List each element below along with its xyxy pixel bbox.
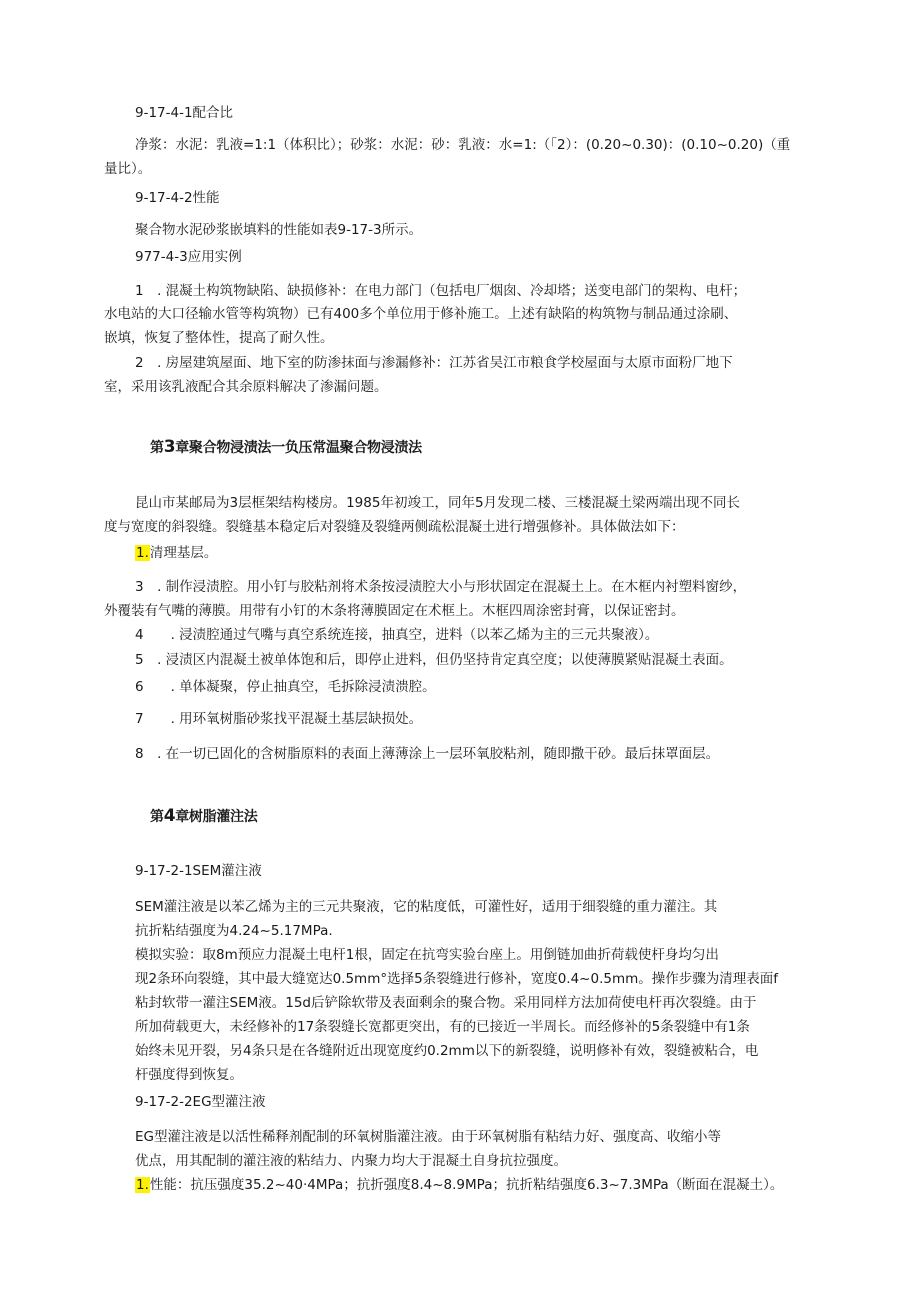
paragraph-mix-ratio-line1 — [135, 136, 807, 154]
chapter3-step3-line2: 外覆装有气嘴的薄膜。用带有小钉的木条将薄膜固定在术框上。木框四周涂密封膏，以保证密封。 — [104, 603, 685, 619]
chapter4-sem-line2: 抗折粘结强度为4.24~5.17MPa. — [135, 923, 333, 939]
chapter3-step7: 7 . 用环氧树脂砂浆找平混凝土基层缺损处。 — [135, 711, 423, 727]
chapter3-step6: 6 . 单体凝聚，停止抽真空，毛拆除浸渍溃腔。 — [135, 679, 436, 695]
chapter4-sem-line1: SEM灌注液是以苯乙烯为主的三元共聚液，它的粘度低，可灌性好，适用于细裂缝的重力灌注。其 — [135, 899, 718, 915]
chapter4-experiment-line1: 模拟实验：取8m预应力混凝土电杆1根，固定在抗弯实验台座上。用倒链加曲折荷载使杆身均匀出 — [135, 947, 719, 963]
application-item1-line3: 嵌填，恢复了整体性，提高了耐久性。 — [104, 330, 334, 346]
paragraph-performance: 聚合物水泥砂浆嵌填料的性能如表9-17-3所示。 — [135, 222, 423, 238]
application-item2-line1: 2 . 房屋建筑屋面、地下室的防渗抹面与渗漏修补：江苏省吴江市粮食学校屋面与太原市面粉厂地下 — [135, 355, 733, 371]
chapter4-prefix: 第 — [150, 809, 164, 825]
chapter4-eg-line2: 优点，用其配制的灌注液的粘结力、内聚力均大于混凝土自身抗拉强度。 — [135, 1153, 567, 1169]
chapter3-heading — [150, 437, 422, 457]
chapter3-paragraph-line2: 度与宽度的斜裂缝。裂缝基本稳定后对裂缝及裂缝两侧疏松混凝土进行增强修补。具体做法如下： — [104, 519, 685, 535]
application-item2-line2: 室，采用该乳液配合其余原料解决了渗漏问题。 — [104, 379, 388, 395]
chapter3-step5: 5 . 浸渍区内混凝土被单体饱和后，即停止进料，但仍坚持肯定真空度；以使薄膜紧贴混凝土表面。 — [135, 652, 733, 668]
chapter4-experiment-line4: 所加荷载更大，未经修补的17条裂缝长宽都更突出，有的已接近一半周长。而经修补的5条裂缝中有1条 — [135, 1019, 750, 1035]
chapter3-paragraph-line1: 昆山市某邮局为3层框架结构楼房。1985年初竣工，同年5月发现二楼、三楼混凝土梁两端出现不同长 — [135, 495, 741, 511]
chapter3-step1 — [135, 544, 217, 562]
chapter4-eg-performance — [135, 1176, 783, 1194]
chapter4-title: 章树脂灌注法 — [175, 809, 258, 825]
chapter4-experiment-line2: 现2条环向裂缝，其中最大缝宽达0.5mm°选择5条裂缝进行修补，宽度0.4~0.5mm。操作步骤为清理表面f — [135, 971, 779, 987]
chapter3-step8: 8 . 在一切已固化的含树脂原料的表面上薄薄涂上一层环氧胶粘剂，随即撒干砂。最后抹罩面层。 — [135, 746, 720, 762]
section-heading-mix-ratio: 9-17-4-1配合比 — [135, 105, 234, 121]
chapter3-title: 章聚合物浸渍法一负压常温聚合物浸渍法 — [175, 440, 422, 456]
application-item1-line2: 水电站的大口径输水管等构筑物）已有400多个单位用于修补施工。上述有缺陷的构筑物与制品通过涂刷、 — [104, 306, 738, 322]
paragraph-mix-ratio-line2: 量比）。 — [104, 161, 152, 177]
section-heading-application: 977-4-3应用实例 — [135, 249, 242, 265]
chapter4-experiment-line5: 始终未见开裂，另4条只是在各缝附近出现宽度约0.2mm以下的新裂缝，说明修补有效，裂缝被粘合，电 — [135, 1043, 759, 1059]
chapter4-experiment-line3: 粘封软带一灌注SEM液。15d后铲除软带及表面剩余的聚合物。采用同样方法加荷使电杆再次裂缝。由于 — [135, 995, 757, 1011]
eg-performance-number-highlight: 1. — [136, 1177, 149, 1193]
chapter4-heading-sem: 9-17-2-1SEM灌注液 — [135, 863, 262, 879]
chapter3-step3-line1: 3 . 制作浸渍腔。用小钉与胶粘剂将术条按浸渍腔大小与形状固定在混凝土上。在木框内衬塑料窗纱， — [135, 579, 747, 595]
section-heading-performance: 9-17-4-2性能 — [135, 190, 220, 206]
eg-performance-text: 性能：抗压强度35.2~40·4MPa；抗折强度8.4~8.9MPa；抗折粘结强度6.3~7.3MPa（断面在混凝土）。 — [149, 1177, 784, 1193]
chapter3-prefix: 第 — [150, 440, 164, 456]
application-item1-line1: 1 . 混凝土构筑物缺陷、缺损修补：在电力部门（包括电厂烟囱、冷却塔；送变电部门的架构、电杆； — [135, 283, 747, 299]
step1-number-highlight: 1. — [136, 545, 149, 561]
chapter4-number: 4 — [163, 806, 176, 826]
chapter3-number: 3 — [163, 437, 176, 457]
chapter4-heading — [150, 806, 257, 826]
chapter4-eg-line1: EG型灌注液是以活性稀释剂配制的环氧树脂灌注液。由于环氧树脂有粘结力好、强度高、收缩小等 — [135, 1129, 721, 1145]
text-run: 净浆：水泥：乳液=1:1（体积比）；砂浆：水泥：砂：乳液：水=1:（「2）：(0.20~0.30)：(0.10~0.20)（重 — [135, 137, 791, 153]
chapter3-step4: 4 . 浸渍腔通过气嘴与真空系统连接，抽真空，进料（以苯乙烯为主的三元共聚液）。 — [135, 627, 659, 643]
chapter4-experiment-line6: 杆强度得到恢复。 — [135, 1067, 243, 1083]
chapter4-heading-eg: 9-17-2-2EG型灌注液 — [135, 1094, 266, 1110]
step1-text: 清理基层。 — [149, 545, 218, 561]
